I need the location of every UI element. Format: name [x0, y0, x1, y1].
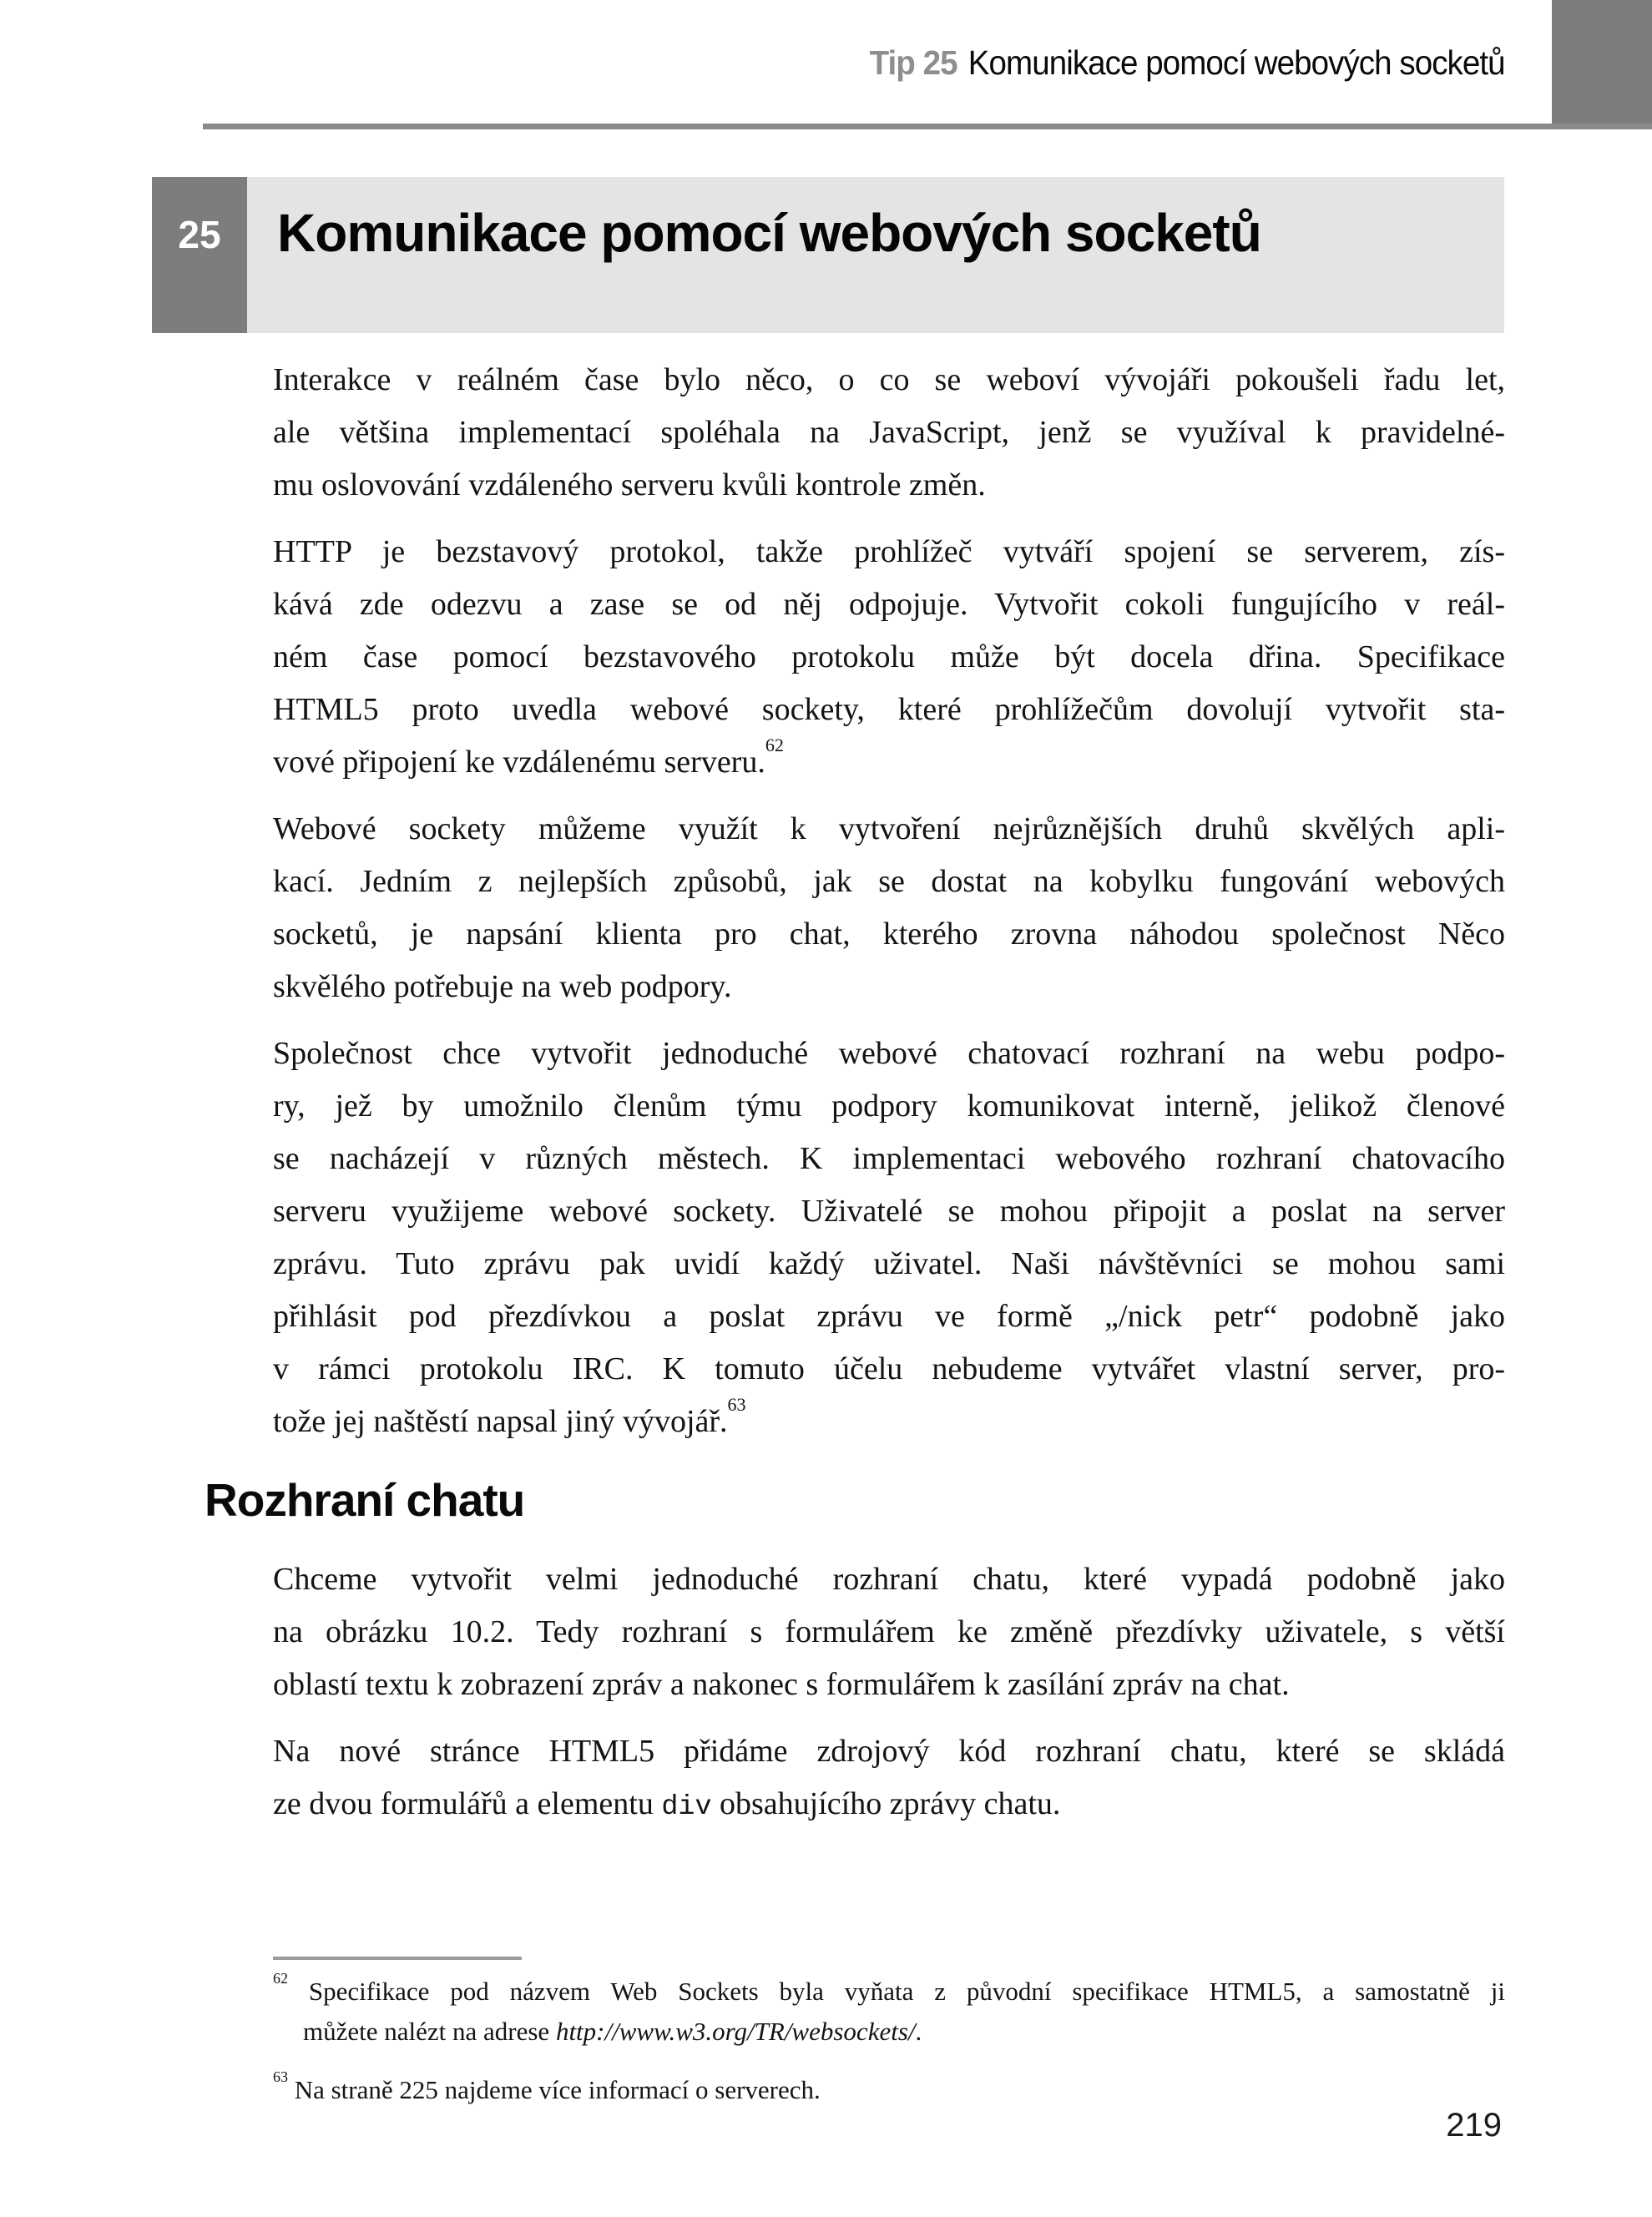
paragraph-1	[273, 354, 1505, 512]
footnote-reference-62: 62	[765, 735, 784, 756]
paragraph-line: serveru využijeme webové sockety. Uživatelé se mohou připojit a poslat na server	[273, 1194, 1505, 1229]
paragraph-line: kací. Jedním z nejlepších způsobů, jak se dostat na kobylku fungování webových	[273, 864, 1505, 899]
paragraph-text: tože jej naštěstí napsal jiný vývojář.	[273, 1404, 728, 1439]
paragraph-line: HTTP je bezstavový protokol, takže prohlížeč vytváří spojení se serverem, zís-	[273, 534, 1505, 569]
section-heading: Rozhraní chatu	[205, 1474, 525, 1526]
paragraph-line: na obrázku 10.2. Tedy rozhraní s formulářem ke změně přezdívky uživatele, s větší	[273, 1614, 1505, 1649]
chapter-banner	[152, 177, 1504, 333]
body-column	[205, 354, 1505, 1848]
paragraph-line: socketů, je napsání klienta pro chat, kterého zrovna náhodou společnost Něco	[273, 917, 1505, 952]
paragraph-line: se nacházejí v různých městech. K implementaci webového rozhraní chatovacího	[273, 1141, 1505, 1176]
paragraph-line: přihlásit pod přezdívkou a poslat zprávu ve formě „/nick petr“ podobně jako	[273, 1299, 1505, 1334]
footnote-63	[273, 2070, 1505, 2110]
paragraph-5	[273, 1553, 1505, 1711]
footnote-line	[273, 1969, 1505, 2012]
paragraph-line	[273, 736, 1505, 789]
footnotes-area	[273, 1957, 1505, 2110]
footnote-text: Na straně 225 najdeme více informací o serverech.	[287, 2075, 821, 2104]
paragraph-line: Interakce v reálném čase bylo něco, o co se weboví vývojáři pokoušeli řadu let,	[273, 362, 1505, 397]
paragraph-line: ale většina implementací spoléhala na JavaScript, jenž se využíval k pravidelné-	[273, 415, 1505, 450]
page-corner-tab	[1552, 0, 1652, 127]
paragraph-line: ry, jež by umožnilo členům týmu podpory komunikovat interně, jelikož členové	[273, 1088, 1505, 1124]
paragraph-line	[273, 1396, 1505, 1448]
paragraph-4	[273, 1028, 1505, 1448]
footnote-marker-63: 63	[273, 2068, 288, 2085]
header-rule	[203, 124, 1652, 129]
paragraph-line: HTML5 proto uvedla webové sockety, které prohlížečům dovolují vytvořit sta-	[273, 692, 1505, 727]
paragraph-text: vové připojení ke vzdálenému serveru.	[273, 745, 765, 780]
paragraph-text: ze dvou formulářů a elementu	[273, 1786, 662, 1821]
running-header-title: Komunikace pomocí webových socketů	[968, 43, 1505, 82]
footnote-separator-rule	[273, 1957, 522, 1960]
footnote-url: http://www.w3.org/TR/websockets/	[555, 2017, 916, 2046]
paragraph-line: Webové sockety můžeme využít k vytvoření nejrůznějších druhů skvělých apli-	[273, 811, 1505, 846]
paragraph-line: skvělého potřebuje na web podpory.	[273, 969, 732, 1004]
paragraph-text: obsahujícího zprávy chatu.	[711, 1786, 1061, 1821]
paragraph-6	[273, 1725, 1505, 1834]
running-header	[870, 43, 1505, 83]
paragraph-line: zprávu. Tuto zprávu pak uvidí každý uživatel. Naši návštěvníci se mohou sami	[273, 1246, 1505, 1281]
footnote-marker-62: 62	[273, 1969, 288, 1987]
footnote-line	[273, 2068, 1505, 2110]
footnote-text: můžete nalézt na adrese	[303, 2017, 556, 2046]
running-header-tip-number: Tip 25	[869, 43, 957, 82]
footnote-reference-63: 63	[727, 1394, 746, 1416]
paragraph-3	[273, 803, 1505, 1013]
footnote-62	[273, 1969, 1505, 2052]
paragraph-line: Společnost chce vytvořit jednoduché webové chatovací rozhraní na webu podpo-	[273, 1036, 1505, 1071]
paragraph-line: v rámci protokolu IRC. K tomuto účelu nebudeme vytvářet vlastní server, pro-	[273, 1351, 1505, 1386]
chapter-number-box: 25	[152, 177, 247, 333]
footnote-line	[303, 2012, 1505, 2052]
paragraph-line: ném čase pomocí bezstavového protokolu může být docela dřina. Specifikace	[273, 639, 1505, 674]
paragraph-line: oblastí textu k zobrazení zpráv a nakonec s formulářem k zasílání zpráv na chat.	[273, 1667, 1290, 1702]
footnote-text: Specifikace pod názvem Web Sockets byla vyňata z původní specifikace HTML5, a samostatně ji	[287, 1977, 1505, 2006]
footnote-text: .	[915, 2017, 922, 2046]
paragraph-line: Na nové stránce HTML5 přidáme zdrojový kód rozhraní chatu, které se skládá	[273, 1734, 1505, 1769]
paragraph-line: kává zde odezvu a zase se od něj odpojuje. Vytvořit cokoli fungujícího v reál-	[273, 587, 1505, 622]
chapter-title: Komunikace pomocí webových socketů	[277, 203, 1261, 263]
inline-code-div: div	[661, 1791, 712, 1823]
page-number: 219	[1446, 2107, 1502, 2144]
paragraph-line: Chceme vytvořit velmi jednoduché rozhraní chatu, které vypadá podobně jako	[273, 1562, 1505, 1597]
paragraph-line: mu oslovování vzdáleného serveru kvůli kontrole změn.	[273, 467, 986, 502]
paragraph-2	[273, 526, 1505, 789]
paragraph-line	[273, 1778, 1505, 1834]
